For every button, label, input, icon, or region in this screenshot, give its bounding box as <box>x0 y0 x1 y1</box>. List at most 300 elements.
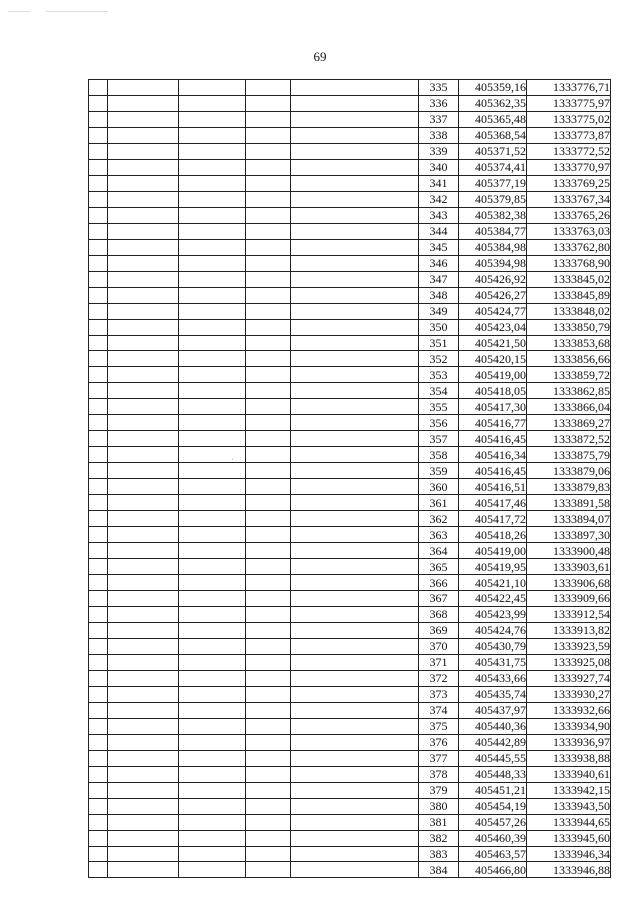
y-coordinate-cell: 1333943,50 <box>527 798 611 814</box>
y-coordinate-cell: 1333776,71 <box>527 80 611 96</box>
empty-cell <box>179 862 246 878</box>
empty-cell <box>108 255 179 271</box>
empty-cell <box>108 80 179 96</box>
y-coordinate-cell: 1333875,79 <box>527 447 611 463</box>
point-number-cell: 340 <box>419 159 459 175</box>
empty-cell <box>108 95 179 111</box>
y-coordinate-cell: 1333930,27 <box>527 686 611 702</box>
table-row <box>89 255 611 271</box>
empty-cell <box>89 814 108 830</box>
empty-cell <box>89 239 108 255</box>
empty-cell <box>179 575 246 591</box>
table-row <box>89 431 611 447</box>
y-coordinate-cell: 1333925,08 <box>527 654 611 670</box>
point-number-cell: 369 <box>419 622 459 638</box>
empty-cell <box>89 143 108 159</box>
empty-cell <box>246 734 291 750</box>
empty-cell <box>291 191 419 207</box>
y-coordinate-cell: 1333872,52 <box>527 431 611 447</box>
table-row <box>89 527 611 543</box>
point-number-cell: 376 <box>419 734 459 750</box>
empty-cell <box>179 830 246 846</box>
empty-cell <box>179 431 246 447</box>
table-row <box>89 159 611 175</box>
empty-cell <box>108 511 179 527</box>
empty-cell <box>108 415 179 431</box>
empty-cell <box>246 255 291 271</box>
table-row <box>89 606 611 622</box>
empty-cell <box>89 463 108 479</box>
empty-cell <box>108 670 179 686</box>
empty-cell <box>291 862 419 878</box>
empty-cell <box>89 207 108 223</box>
empty-cell <box>179 782 246 798</box>
empty-cell <box>291 575 419 591</box>
empty-cell <box>291 846 419 862</box>
empty-cell <box>179 798 246 814</box>
x-coordinate-cell: 405416,45 <box>459 463 527 479</box>
empty-cell <box>179 622 246 638</box>
empty-cell <box>89 127 108 143</box>
empty-cell <box>89 447 108 463</box>
point-number-cell: 355 <box>419 399 459 415</box>
empty-cell <box>246 622 291 638</box>
empty-cell <box>89 622 108 638</box>
x-coordinate-cell: 405433,66 <box>459 670 527 686</box>
empty-cell <box>179 559 246 575</box>
table-row <box>89 207 611 223</box>
scan-speck <box>232 459 233 460</box>
empty-cell <box>108 495 179 511</box>
empty-cell <box>291 111 419 127</box>
empty-cell <box>108 447 179 463</box>
point-number-cell: 377 <box>419 750 459 766</box>
empty-cell <box>89 223 108 239</box>
empty-cell <box>108 830 179 846</box>
empty-cell <box>179 814 246 830</box>
empty-cell <box>291 814 419 830</box>
empty-cell <box>179 191 246 207</box>
empty-cell <box>108 287 179 303</box>
empty-cell <box>179 143 246 159</box>
y-coordinate-cell: 1333775,02 <box>527 111 611 127</box>
point-number-cell: 346 <box>419 255 459 271</box>
y-coordinate-cell: 1333773,87 <box>527 127 611 143</box>
empty-cell <box>246 798 291 814</box>
empty-cell <box>291 351 419 367</box>
point-number-cell: 367 <box>419 591 459 607</box>
point-number-cell: 358 <box>419 447 459 463</box>
table-row <box>89 543 611 559</box>
x-coordinate-cell: 405424,76 <box>459 622 527 638</box>
table-row <box>89 319 611 335</box>
table-row <box>89 654 611 670</box>
y-coordinate-cell: 1333940,61 <box>527 766 611 782</box>
empty-cell <box>89 798 108 814</box>
x-coordinate-cell: 405435,74 <box>459 686 527 702</box>
y-coordinate-cell: 1333942,15 <box>527 782 611 798</box>
empty-cell <box>291 367 419 383</box>
empty-cell <box>108 463 179 479</box>
x-coordinate-cell: 405419,00 <box>459 543 527 559</box>
empty-cell <box>179 111 246 127</box>
table-row <box>89 830 611 846</box>
empty-cell <box>291 207 419 223</box>
empty-cell <box>179 367 246 383</box>
empty-cell <box>179 223 246 239</box>
table-row <box>89 143 611 159</box>
empty-cell <box>108 543 179 559</box>
y-coordinate-cell: 1333906,68 <box>527 575 611 591</box>
table-row <box>89 702 611 718</box>
x-coordinate-cell: 405416,45 <box>459 431 527 447</box>
empty-cell <box>246 686 291 702</box>
point-number-cell: 381 <box>419 814 459 830</box>
empty-cell <box>246 111 291 127</box>
table-row <box>89 80 611 96</box>
empty-cell <box>89 95 108 111</box>
point-number-cell: 359 <box>419 463 459 479</box>
y-coordinate-cell: 1333768,90 <box>527 255 611 271</box>
point-number-cell: 373 <box>419 686 459 702</box>
scan-artifact <box>8 10 108 13</box>
y-coordinate-cell: 1333866,04 <box>527 399 611 415</box>
empty-cell <box>246 750 291 766</box>
y-coordinate-cell: 1333769,25 <box>527 175 611 191</box>
empty-cell <box>246 271 291 287</box>
empty-cell <box>246 207 291 223</box>
x-coordinate-cell: 405365,48 <box>459 111 527 127</box>
x-coordinate-cell: 405426,27 <box>459 287 527 303</box>
point-number-cell: 348 <box>419 287 459 303</box>
empty-cell <box>108 191 179 207</box>
empty-cell <box>108 702 179 718</box>
empty-cell <box>179 255 246 271</box>
empty-cell <box>89 862 108 878</box>
x-coordinate-cell: 405419,00 <box>459 367 527 383</box>
empty-cell <box>291 670 419 686</box>
empty-cell <box>89 335 108 351</box>
x-coordinate-cell: 405371,52 <box>459 143 527 159</box>
empty-cell <box>108 367 179 383</box>
empty-cell <box>179 718 246 734</box>
empty-cell <box>179 495 246 511</box>
empty-cell <box>179 127 246 143</box>
empty-cell <box>108 319 179 335</box>
empty-cell <box>291 271 419 287</box>
y-coordinate-cell: 1333927,74 <box>527 670 611 686</box>
empty-cell <box>246 543 291 559</box>
x-coordinate-cell: 405377,19 <box>459 175 527 191</box>
empty-cell <box>179 175 246 191</box>
empty-cell <box>246 670 291 686</box>
empty-cell <box>89 159 108 175</box>
empty-cell <box>179 750 246 766</box>
y-coordinate-cell: 1333909,66 <box>527 591 611 607</box>
x-coordinate-cell: 405463,57 <box>459 846 527 862</box>
empty-cell <box>179 319 246 335</box>
empty-cell <box>179 591 246 607</box>
table-row <box>89 383 611 399</box>
empty-cell <box>291 638 419 654</box>
empty-cell <box>246 495 291 511</box>
empty-cell <box>89 543 108 559</box>
empty-cell <box>108 750 179 766</box>
empty-cell <box>246 127 291 143</box>
point-number-cell: 344 <box>419 223 459 239</box>
empty-cell <box>291 383 419 399</box>
empty-cell <box>291 431 419 447</box>
table-row <box>89 127 611 143</box>
table-row <box>89 239 611 255</box>
empty-cell <box>246 287 291 303</box>
x-coordinate-cell: 405368,54 <box>459 127 527 143</box>
empty-cell <box>179 351 246 367</box>
empty-cell <box>179 638 246 654</box>
empty-cell <box>246 766 291 782</box>
x-coordinate-cell: 405423,04 <box>459 319 527 335</box>
empty-cell <box>89 638 108 654</box>
x-coordinate-cell: 405418,05 <box>459 383 527 399</box>
empty-cell <box>179 207 246 223</box>
table-row <box>89 399 611 415</box>
table-row <box>89 686 611 702</box>
empty-cell <box>89 670 108 686</box>
empty-cell <box>108 479 179 495</box>
point-number-cell: 347 <box>419 271 459 287</box>
y-coordinate-cell: 1333762,80 <box>527 239 611 255</box>
y-coordinate-cell: 1333891,58 <box>527 495 611 511</box>
y-coordinate-cell: 1333853,68 <box>527 335 611 351</box>
table-row <box>89 638 611 654</box>
x-coordinate-cell: 405422,45 <box>459 591 527 607</box>
empty-cell <box>179 335 246 351</box>
table-row <box>89 287 611 303</box>
empty-cell <box>246 319 291 335</box>
empty-cell <box>179 670 246 686</box>
empty-cell <box>89 495 108 511</box>
empty-cell <box>89 367 108 383</box>
table-row <box>89 782 611 798</box>
x-coordinate-cell: 405416,51 <box>459 479 527 495</box>
empty-cell <box>108 207 179 223</box>
empty-cell <box>246 782 291 798</box>
empty-cell <box>108 782 179 798</box>
table-row <box>89 814 611 830</box>
empty-cell <box>291 750 419 766</box>
y-coordinate-cell: 1333765,26 <box>527 207 611 223</box>
empty-cell <box>89 303 108 319</box>
empty-cell <box>179 399 246 415</box>
empty-cell <box>291 175 419 191</box>
empty-cell <box>291 766 419 782</box>
point-number-cell: 382 <box>419 830 459 846</box>
empty-cell <box>108 575 179 591</box>
table-row <box>89 447 611 463</box>
empty-cell <box>89 80 108 96</box>
point-number-cell: 378 <box>419 766 459 782</box>
table-row <box>89 734 611 750</box>
table-row <box>89 591 611 607</box>
empty-cell <box>108 686 179 702</box>
y-coordinate-cell: 1333845,89 <box>527 287 611 303</box>
point-number-cell: 350 <box>419 319 459 335</box>
point-number-cell: 360 <box>419 479 459 495</box>
x-coordinate-cell: 405440,36 <box>459 718 527 734</box>
empty-cell <box>179 239 246 255</box>
x-coordinate-cell: 405448,33 <box>459 766 527 782</box>
empty-cell <box>246 383 291 399</box>
empty-cell <box>108 175 179 191</box>
x-coordinate-cell: 405382,38 <box>459 207 527 223</box>
empty-cell <box>291 654 419 670</box>
empty-cell <box>108 431 179 447</box>
empty-cell <box>89 750 108 766</box>
point-number-cell: 380 <box>419 798 459 814</box>
empty-cell <box>291 303 419 319</box>
empty-cell <box>108 654 179 670</box>
empty-cell <box>246 159 291 175</box>
empty-cell <box>89 591 108 607</box>
x-coordinate-cell: 405384,77 <box>459 223 527 239</box>
point-number-cell: 374 <box>419 702 459 718</box>
empty-cell <box>89 479 108 495</box>
y-coordinate-cell: 1333923,59 <box>527 638 611 654</box>
empty-cell <box>291 798 419 814</box>
empty-cell <box>291 702 419 718</box>
empty-cell <box>246 591 291 607</box>
y-coordinate-cell: 1333850,79 <box>527 319 611 335</box>
empty-cell <box>89 319 108 335</box>
empty-cell <box>291 511 419 527</box>
point-number-cell: 364 <box>419 543 459 559</box>
point-number-cell: 342 <box>419 191 459 207</box>
x-coordinate-cell: 405419,95 <box>459 559 527 575</box>
empty-cell <box>108 734 179 750</box>
table-row <box>89 846 611 862</box>
empty-cell <box>89 766 108 782</box>
empty-cell <box>108 846 179 862</box>
empty-cell <box>246 175 291 191</box>
point-number-cell: 338 <box>419 127 459 143</box>
x-coordinate-cell: 405460,39 <box>459 830 527 846</box>
y-coordinate-cell: 1333879,06 <box>527 463 611 479</box>
empty-cell <box>246 718 291 734</box>
point-number-cell: 383 <box>419 846 459 862</box>
y-coordinate-cell: 1333946,34 <box>527 846 611 862</box>
y-coordinate-cell: 1333894,07 <box>527 511 611 527</box>
empty-cell <box>89 718 108 734</box>
empty-cell <box>89 846 108 862</box>
empty-cell <box>89 830 108 846</box>
empty-cell <box>108 527 179 543</box>
y-coordinate-cell: 1333862,85 <box>527 383 611 399</box>
empty-cell <box>179 415 246 431</box>
x-coordinate-cell: 405374,41 <box>459 159 527 175</box>
empty-cell <box>291 622 419 638</box>
empty-cell <box>179 287 246 303</box>
empty-cell <box>246 303 291 319</box>
point-number-cell: 356 <box>419 415 459 431</box>
coordinates-table <box>88 79 611 878</box>
empty-cell <box>179 479 246 495</box>
point-number-cell: 366 <box>419 575 459 591</box>
x-coordinate-cell: 405421,10 <box>459 575 527 591</box>
x-coordinate-cell: 405442,89 <box>459 734 527 750</box>
empty-cell <box>291 718 419 734</box>
point-number-cell: 365 <box>419 559 459 575</box>
empty-cell <box>89 287 108 303</box>
y-coordinate-cell: 1333934,90 <box>527 718 611 734</box>
empty-cell <box>108 303 179 319</box>
empty-cell <box>291 143 419 159</box>
empty-cell <box>108 143 179 159</box>
empty-cell <box>246 559 291 575</box>
empty-cell <box>246 463 291 479</box>
empty-cell <box>291 591 419 607</box>
empty-cell <box>291 559 419 575</box>
table-row <box>89 479 611 495</box>
empty-cell <box>291 463 419 479</box>
table-row <box>89 367 611 383</box>
empty-cell <box>108 399 179 415</box>
x-coordinate-cell: 405394,98 <box>459 255 527 271</box>
empty-cell <box>108 718 179 734</box>
point-number-cell: 357 <box>419 431 459 447</box>
empty-cell <box>291 399 419 415</box>
empty-cell <box>291 830 419 846</box>
empty-cell <box>291 127 419 143</box>
empty-cell <box>108 766 179 782</box>
table-row <box>89 495 611 511</box>
y-coordinate-cell: 1333938,88 <box>527 750 611 766</box>
y-coordinate-cell: 1333775,97 <box>527 95 611 111</box>
empty-cell <box>291 287 419 303</box>
empty-cell <box>246 527 291 543</box>
table-row <box>89 750 611 766</box>
empty-cell <box>89 654 108 670</box>
y-coordinate-cell: 1333900,48 <box>527 543 611 559</box>
table-row <box>89 463 611 479</box>
empty-cell <box>89 255 108 271</box>
point-number-cell: 368 <box>419 606 459 622</box>
empty-cell <box>291 223 419 239</box>
empty-cell <box>89 191 108 207</box>
empty-cell <box>246 239 291 255</box>
y-coordinate-cell: 1333903,61 <box>527 559 611 575</box>
point-number-cell: 362 <box>419 511 459 527</box>
empty-cell <box>179 527 246 543</box>
x-coordinate-cell: 405431,75 <box>459 654 527 670</box>
empty-cell <box>246 575 291 591</box>
empty-cell <box>246 335 291 351</box>
empty-cell <box>179 543 246 559</box>
empty-cell <box>89 782 108 798</box>
empty-cell <box>108 862 179 878</box>
empty-cell <box>179 734 246 750</box>
point-number-cell: 371 <box>419 654 459 670</box>
y-coordinate-cell: 1333946,88 <box>527 862 611 878</box>
empty-cell <box>246 479 291 495</box>
point-number-cell: 339 <box>419 143 459 159</box>
empty-cell <box>89 431 108 447</box>
x-coordinate-cell: 405359,16 <box>459 80 527 96</box>
empty-cell <box>179 463 246 479</box>
y-coordinate-cell: 1333936,97 <box>527 734 611 750</box>
empty-cell <box>246 830 291 846</box>
empty-cell <box>89 111 108 127</box>
empty-cell <box>246 80 291 96</box>
